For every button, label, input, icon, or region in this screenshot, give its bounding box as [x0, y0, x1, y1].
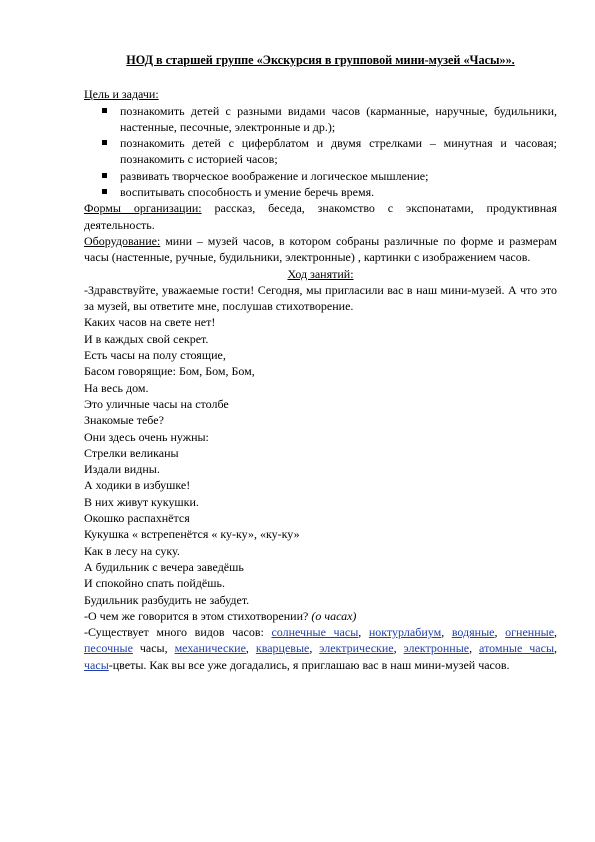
link-sand[interactable]: песочные — [84, 641, 133, 656]
bullet-icon — [102, 189, 107, 194]
link-electronic[interactable]: электронные — [403, 641, 470, 656]
link-water[interactable]: водяные — [451, 625, 495, 640]
equipment-label: Оборудование: — [84, 233, 161, 248]
poem-line: И спокойно спать пойдёшь. — [84, 576, 225, 591]
intro-paragraph: -Здравствуйте, уважаемые гости! Сегодня, мы пригласили вас в наш мини-музей. А что это за музей, вы ответите мне, послушав стихотворение. — [84, 282, 557, 314]
link-nocturlabium[interactable]: ноктурлабиум — [368, 625, 442, 640]
list-item: развивать творческое воображение и логическое мышление; — [84, 168, 557, 184]
lesson-heading: Ход занятий: — [287, 266, 354, 281]
link-mechanical[interactable]: механические — [174, 641, 246, 656]
forms-label: Формы организации: — [84, 201, 202, 216]
goals-heading: Цель и задачи: — [84, 87, 159, 102]
link-quartz[interactable]: кварцевые — [255, 641, 310, 656]
list-item: воспитывать способность и умение беречь время. — [84, 184, 557, 200]
types-paragraph: -Существует много видов часов: солнечные часы, ноктурлабиум, водяные, огненные, песочные часы, механические, кварцевые, электрические, электронные, атомные часы, часы-цветы. Как вы все уже догадались, я приглашаю вас в наш мини-музей часов. — [84, 625, 558, 672]
poem-line: А будильник с вечера заведёшь — [84, 559, 244, 574]
poem-line: Басом говорящие: Бом, Бом, Бом, — [84, 364, 255, 379]
poem-line: Есть часы на полу стоящие, — [84, 348, 226, 363]
poem-line: Как в лесу на суку. — [84, 543, 180, 558]
equipment-text: мини – музей часов, в котором собраны различные по форме и размерам часы (настенные, ручные, будильники, электронные) , картинки с изображением часов. — [84, 233, 557, 265]
poem-line: Это уличные часы на столбе — [84, 396, 229, 411]
tasks-list — [84, 103, 557, 201]
link-electric[interactable]: электрические — [319, 641, 394, 656]
poem-line: И в каждых свой секрет. — [84, 331, 209, 346]
link-atomic[interactable]: атомные часы — [479, 641, 555, 656]
bullet-icon — [102, 173, 107, 178]
list-item: познакомить детей с циферблатом и двумя стрелками – минутная и часовая; познакомить с историей часов; — [84, 135, 557, 168]
poem-line: На весь дом. — [84, 380, 149, 395]
forms-paragraph — [84, 200, 557, 233]
poem-line: Кукушка « встрепенётся « ку-ку», «ку-ку» — [84, 527, 300, 542]
question-answer: (о часах) — [311, 608, 357, 623]
poem-line: Окошко распахнётся — [84, 511, 190, 526]
poem-line: В них живут кукушки. — [84, 494, 199, 509]
poem-line: Знакомые тебе? — [84, 413, 164, 428]
poem-line: Они здесь очень нужны: — [84, 429, 209, 444]
forms-text: рассказ, беседа, знакомство с экспонатами, продуктивная деятельность. — [84, 201, 557, 232]
bullet-icon — [102, 140, 107, 145]
list-item: познакомить детей с разными видами часов (карманные, наручные, будильники, настенные, песочные, электронные и др.); — [84, 103, 557, 136]
link-flower-clock[interactable]: часы — [84, 657, 109, 672]
poem-line: Издали видны. — [84, 462, 160, 477]
poem-line: Стрелки великаны — [84, 445, 179, 460]
link-sundial[interactable]: солнечные часы — [271, 625, 359, 640]
document-title: НОД в старшей группе «Экскурсия в групповой мини-музей «Часы»». — [126, 53, 515, 67]
poem-line: Каких часов на свете нет! — [84, 315, 216, 330]
poem — [84, 314, 557, 607]
question-line: -О чем же говорится в этом стихотворении? (о часах) — [84, 608, 357, 623]
poem-line: А ходики в избушке! — [84, 478, 191, 493]
poem-line: Будильник разбудить не забудет. — [84, 592, 250, 607]
bullet-icon — [102, 108, 107, 113]
link-fire[interactable]: огненные — [505, 625, 555, 640]
equipment-paragraph — [84, 233, 557, 266]
document-page — [84, 52, 557, 673]
